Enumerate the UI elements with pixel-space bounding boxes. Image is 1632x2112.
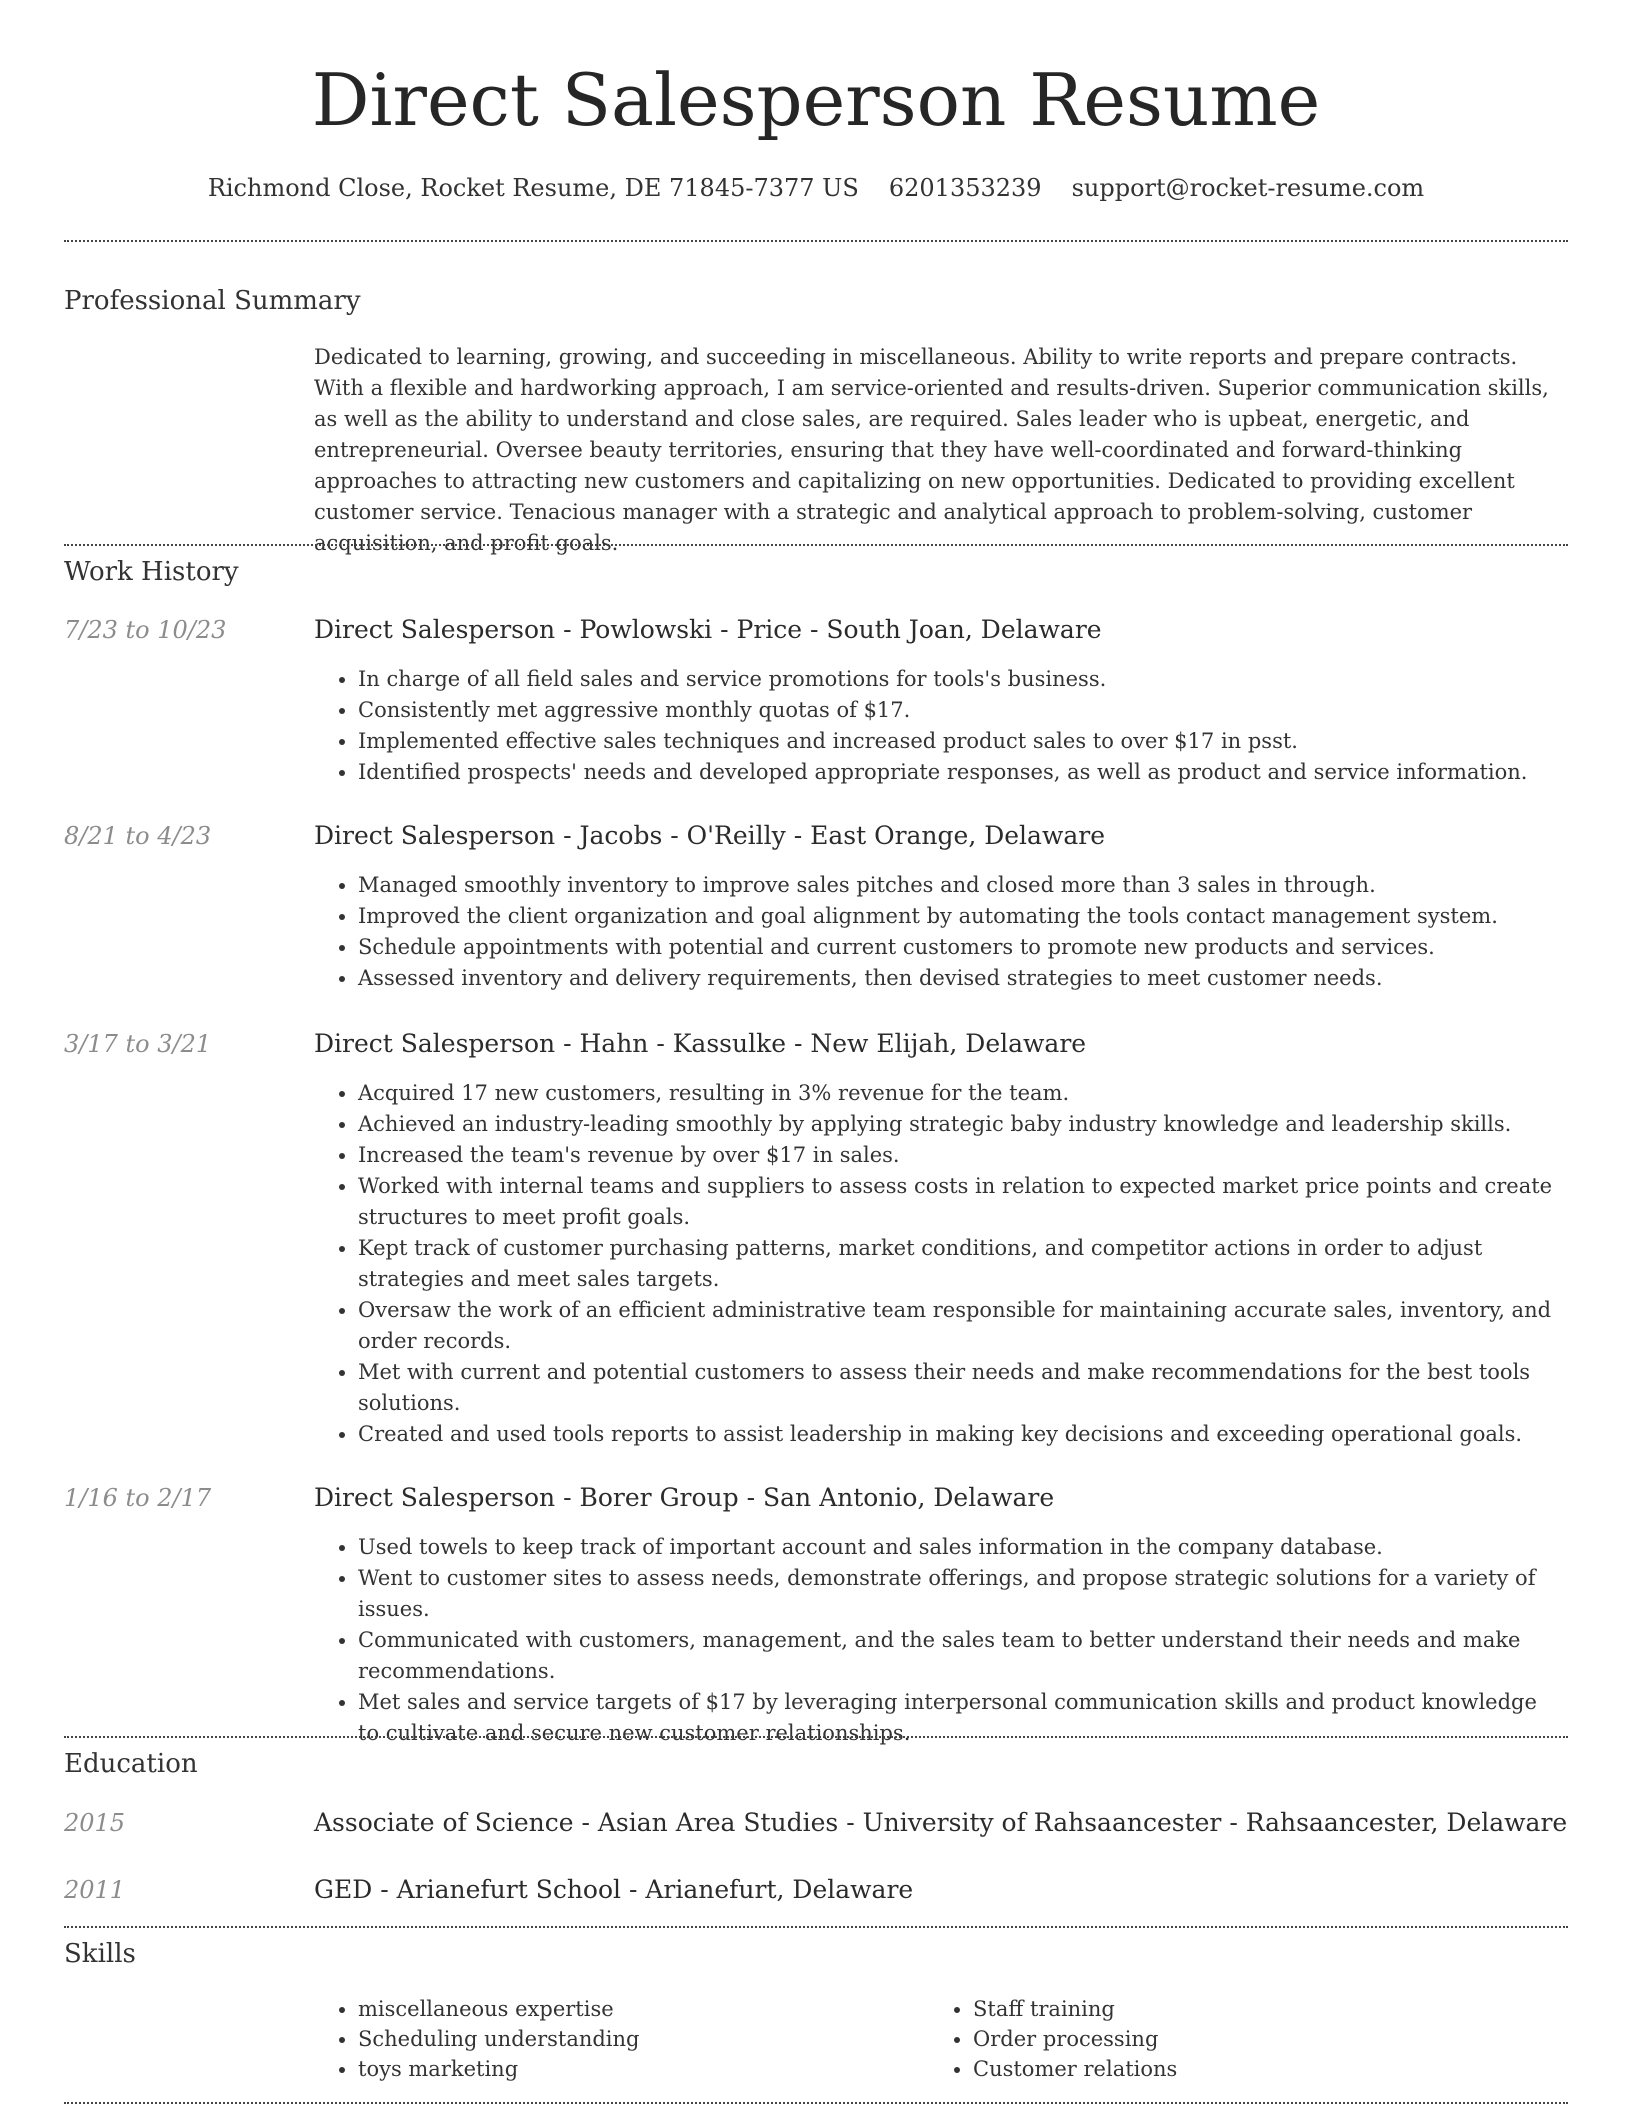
job-bullet: • Used towels to keep track of important account and sales information in the company database. — [358, 1532, 1564, 1563]
job-bullet: • Oversaw the work of an efficient administrative team responsible for maintaining accurate sales, inventory, and order records. — [358, 1295, 1564, 1357]
job-bullets — [314, 1078, 1564, 1450]
skills-heading: Skills — [64, 1939, 136, 1969]
skill-item: • miscellaneous expertise — [358, 1994, 918, 2024]
section-divider — [64, 240, 1568, 242]
job-bullet: • Went to customer sites to assess needs, demonstrate offerings, and propose strategic solutions for a variety of issues. — [358, 1563, 1564, 1625]
job-title: Direct Salesperson - Borer Group - San Antonio, Delaware — [314, 1483, 1055, 1512]
job-bullet: • In charge of all field sales and service promotions for tools's business. — [358, 664, 1564, 695]
contact-address: Richmond Close, Rocket Resume, DE 71845-7377 US — [207, 174, 859, 202]
contact-phone: 6201353239 — [888, 174, 1042, 202]
education-year: 2011 — [64, 1876, 126, 1904]
job-bullet: • Assessed inventory and delivery requirements, then devised strategies to meet customer needs. — [358, 963, 1564, 994]
job-dates: 3/17 to 3/21 — [64, 1030, 212, 1058]
work-history-heading: Work History — [64, 557, 239, 587]
job-bullet: • Acquired 17 new customers, resulting in 3% revenue for the team. — [358, 1078, 1564, 1109]
section-divider — [64, 1736, 1568, 1738]
job-bullet: • Worked with internal teams and suppliers to assess costs in relation to expected market price points and create structures to meet profit goals. — [358, 1171, 1564, 1233]
job-title: Direct Salesperson - Powlowski - Price - South Joan, Delaware — [314, 615, 1102, 644]
job-bullet: • Created and used tools reports to assist leadership in making key decisions and exceeding operational goals. — [358, 1419, 1564, 1450]
section-divider — [64, 2102, 1568, 2104]
section-divider — [64, 544, 1568, 546]
skills-list-left — [314, 1994, 918, 2084]
skill-item: • Order processing — [973, 2024, 1533, 2054]
job-bullets — [314, 664, 1564, 788]
education-year: 2015 — [64, 1809, 126, 1837]
job-title: Direct Salesperson - Jacobs - O'Reilly - East Orange, Delaware — [314, 821, 1106, 850]
job-bullet: • Managed smoothly inventory to improve sales pitches and closed more than 3 sales in through. — [358, 870, 1564, 901]
job-dates: 7/23 to 10/23 — [64, 616, 227, 644]
skill-item: • Scheduling understanding — [358, 2024, 918, 2054]
skills-list-right — [929, 1994, 1533, 2084]
contact-email: support@rocket-resume.com — [1071, 174, 1425, 202]
job-bullet: • Achieved an industry-leading smoothly by applying strategic baby industry knowledge and leadership skills. — [358, 1109, 1564, 1140]
job-bullet: • Implemented effective sales techniques and increased product sales to over $17 in psst. — [358, 726, 1564, 757]
job-bullets — [314, 1532, 1564, 1749]
skill-item: • Staff training — [973, 1994, 1533, 2024]
summary-text: Dedicated to learning, growing, and succeeding in miscellaneous. Ability to write reports and prepare contracts. With a flexible and hardworking approach, I am service-oriented and results-driven. Superior communication skills, as well as the ability to understand and close sales, are required. Sales leader who is upbeat, energetic, and entrepreneurial. Oversee beauty territories, ensuring that they have well-coordinated and forward-thinking approaches to attracting new customers and capitalizing on new opportunities. Dedicated to providing excellent customer service. Tenacious manager with a strategic and analytical approach to problem-solving, customer acquisition, and profit goals. — [314, 345, 1549, 555]
job-dates: 1/16 to 2/17 — [64, 1484, 212, 1512]
job-bullet: • Schedule appointments with potential and current customers to promote new products and services. — [358, 932, 1564, 963]
education-title: GED - Arianefurt School - Arianefurt, Delaware — [314, 1875, 914, 1904]
job-bullet: • Consistently met aggressive monthly quotas of $17. — [358, 695, 1564, 726]
job-bullets — [314, 870, 1564, 994]
job-bullet: • Met with current and potential customers to assess their needs and make recommendations for the best tools solutions. — [358, 1357, 1564, 1419]
job-bullet: • Met sales and service targets of $17 by leveraging interpersonal communication skills and product knowledge to cultivate and secure new customer relationships. — [358, 1687, 1564, 1749]
section-divider — [64, 1926, 1568, 1928]
job-bullet: • Kept track of customer purchasing patterns, market conditions, and competitor actions in order to adjust strategies and meet sales targets. — [358, 1233, 1564, 1295]
skill-item: • toys marketing — [358, 2054, 918, 2084]
job-bullet: • Identified prospects' needs and developed appropriate responses, as well as product and service information. — [358, 757, 1564, 788]
skill-item: • Customer relations — [973, 2054, 1533, 2084]
job-bullet: • Increased the team's revenue by over $17 in sales. — [358, 1140, 1564, 1171]
summary-heading: Professional Summary — [64, 286, 361, 316]
contact-line — [0, 168, 1632, 208]
education-title: Associate of Science - Asian Area Studies - University of Rahsaancester - Rahsaancester, Delaware — [314, 1808, 1568, 1837]
job-bullet: • Improved the client organization and goal alignment by automating the tools contact management system. — [358, 901, 1564, 932]
job-bullet: • Communicated with customers, management, and the sales team to better understand their needs and make recommendations. — [358, 1625, 1564, 1687]
job-dates: 8/21 to 4/23 — [64, 822, 212, 850]
resume-title: Direct Salesperson Resume — [311, 58, 1321, 142]
job-title: Direct Salesperson - Hahn - Kassulke - New Elijah, Delaware — [314, 1029, 1087, 1058]
education-heading: Education — [64, 1749, 198, 1779]
